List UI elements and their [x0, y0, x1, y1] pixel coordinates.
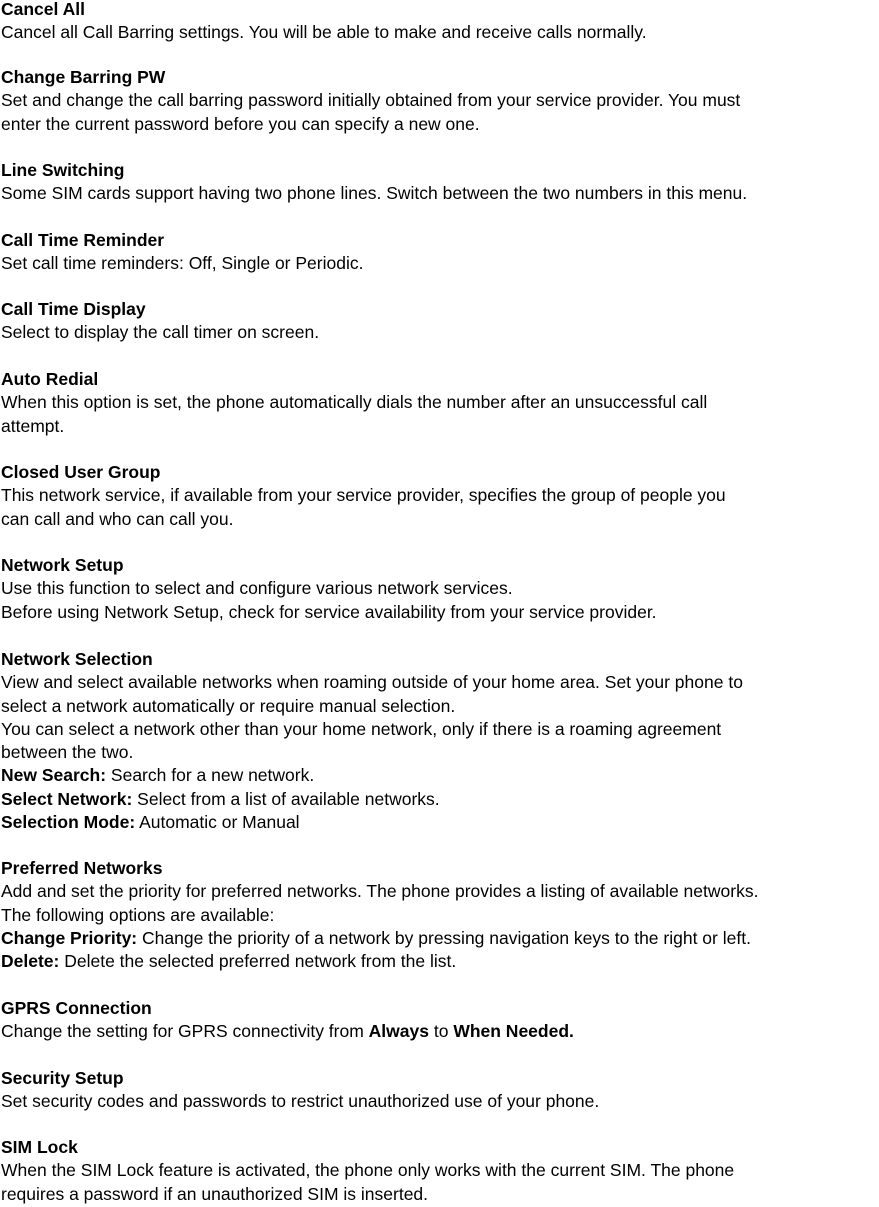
section-heading: Auto Redial — [1, 369, 99, 389]
section-text: View and select available networks when roaming outside of your home area. Set your phone to — [1, 672, 743, 693]
gprs-text-to: to — [428, 1021, 454, 1042]
section-heading: SIM Lock — [1, 1137, 78, 1157]
section-text: Before using Network Setup, check for service availability from your service provider. — [1, 601, 657, 622]
section-preferred-networks — [1, 857, 879, 973]
section-security-setup — [1, 1067, 879, 1114]
section-heading: Preferred Networks — [1, 858, 163, 878]
section-heading: Call Time Reminder — [1, 230, 165, 250]
section-closed-user-group — [1, 461, 879, 531]
section-cancel-all — [1, 0, 879, 45]
section-text: Use this function to select and configure various network services. — [1, 578, 513, 599]
option-label: Delete: — [1, 951, 60, 972]
section-heading: Call Time Display — [1, 299, 146, 319]
section-call-time-reminder — [1, 229, 879, 276]
section-text: can call and who can call you. — [1, 508, 234, 529]
option-description: Change the priority of a network by pressing navigation keys to the right or left. — [137, 927, 751, 948]
section-text: select a network automatically or require manual selection. — [1, 695, 456, 716]
section-heading: Security Setup — [1, 1068, 124, 1088]
option-label: Select Network: — [1, 788, 133, 809]
gprs-option-when-needed: When Needed. — [453, 1021, 574, 1042]
option-label: Selection Mode: — [1, 812, 136, 833]
section-text: You can select a network other than your home network, only if there is a roaming agreement — [1, 718, 722, 739]
section-text: Cancel all Call Barring settings. You will be able to make and receive calls normally. — [1, 22, 647, 43]
section-text: Select to display the call timer on screen. — [1, 322, 320, 343]
section-heading: Line Switching — [1, 160, 125, 180]
section-text — [1, 1020, 879, 1043]
section-heading: Network Selection — [1, 649, 153, 669]
option-label: New Search: — [1, 765, 107, 786]
section-text: Set and change the call barring password initially obtained from your service provider. You must — [1, 90, 741, 111]
section-text: requires a password if an unauthorized SIM is inserted. — [1, 1183, 429, 1204]
option-select-network — [1, 788, 879, 811]
section-text: Add and set the priority for preferred networks. The phone provides a listing of available networks. — [1, 881, 759, 902]
section-change-barring-pw — [1, 66, 879, 136]
section-heading: Change Barring PW — [1, 67, 166, 87]
option-description: Delete the selected preferred network from the list. — [59, 951, 457, 972]
option-description: Search for a new network. — [106, 765, 315, 786]
section-text: When the SIM Lock feature is activated, the phone only works with the current SIM. The phone — [1, 1160, 735, 1181]
section-text: The following options are available: — [1, 904, 275, 925]
option-delete — [1, 950, 879, 973]
section-text: Some SIM cards support having two phone lines. Switch between the two numbers in this menu. — [1, 183, 748, 204]
section-heading: Closed User Group — [1, 462, 161, 482]
gprs-text-start: Change the setting for GPRS connectivity from — [1, 1021, 369, 1042]
option-new-search — [1, 764, 879, 787]
section-text: between the two. — [1, 742, 134, 763]
section-network-setup — [1, 554, 879, 624]
section-heading: Cancel All — [1, 0, 85, 19]
section-heading: Network Setup — [1, 555, 124, 575]
option-selection-mode — [1, 811, 879, 834]
section-text: When this option is set, the phone automatically dials the number after an unsuccessful call — [1, 392, 708, 413]
section-auto-redial — [1, 368, 879, 438]
section-text: enter the current password before you can specify a new one. — [1, 113, 480, 134]
section-heading: GPRS Connection — [1, 998, 152, 1018]
section-line-switching — [1, 159, 879, 206]
option-description: Select from a list of available networks. — [132, 788, 440, 809]
gprs-option-always: Always — [368, 1021, 429, 1042]
section-gprs-connection — [1, 997, 879, 1044]
section-text: Set call time reminders: Off, Single or Periodic. — [1, 253, 364, 274]
section-network-selection — [1, 648, 879, 834]
section-call-time-display — [1, 298, 879, 345]
section-text: attempt. — [1, 415, 65, 436]
section-sim-lock — [1, 1136, 879, 1206]
section-text: This network service, if available from your service provider, specifies the group of people you — [1, 485, 726, 506]
section-text: Set security codes and passwords to restrict unauthorized use of your phone. — [1, 1091, 600, 1112]
option-description: Automatic or Manual — [135, 812, 300, 833]
option-label: Change Priority: — [1, 927, 138, 948]
option-change-priority — [1, 927, 879, 950]
